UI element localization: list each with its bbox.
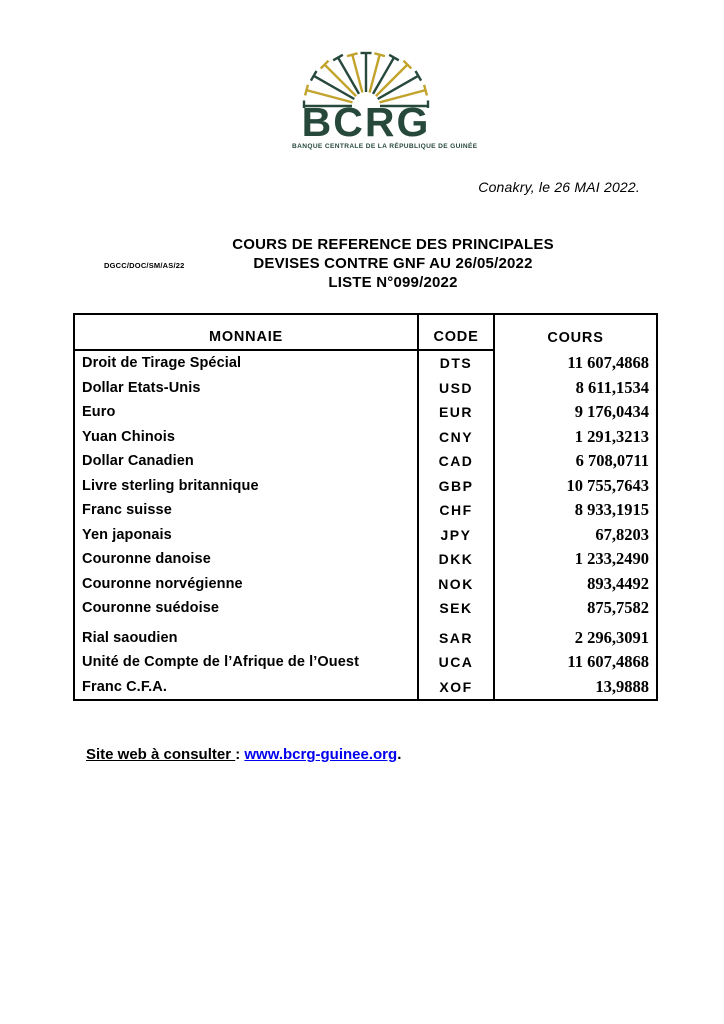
currency-code: GBP [418, 474, 494, 499]
document-title-line1: COURS DE REFERENCE DES PRINCIPALES [232, 236, 554, 253]
currency-code: CHF [418, 498, 494, 523]
website-link[interactable]: www.bcrg-guinee.org [244, 746, 398, 763]
currency-rate: 1 233,2490 [574, 549, 649, 569]
currency-code: CNY [418, 425, 494, 450]
table-header-row [74, 314, 657, 350]
currency-rate: 2 296,3091 [574, 627, 649, 647]
table-row [74, 650, 657, 675]
table-row [74, 350, 657, 376]
currency-rate: 8 611,1534 [575, 377, 649, 397]
currency-rate: 875,7582 [587, 598, 649, 618]
rates-table [73, 313, 658, 701]
table-row [74, 596, 657, 621]
website-label: Site web à consulter [86, 746, 236, 763]
column-header-code: CODE [418, 314, 494, 350]
column-header-cours: COURS [547, 330, 604, 346]
currency-name: Franc C.F.A. [82, 678, 167, 695]
currency-code: JPY [418, 523, 494, 548]
currency-code: SAR [418, 621, 494, 651]
currency-rate: 8 933,1915 [574, 500, 649, 520]
table-row [74, 621, 657, 651]
logo-tagline: BANQUE CENTRALE DE LA RÉPUBLIQUE DE GUINÉE [292, 143, 478, 150]
currency-code: EUR [418, 400, 494, 425]
currency-name: Livre sterling britannique [82, 477, 259, 494]
currency-rate: 10 755,7643 [566, 475, 649, 495]
currency-code: CAD [418, 449, 494, 474]
table-row [74, 400, 657, 425]
table-row [74, 547, 657, 572]
currency-name: Couronne norvégienne [82, 575, 243, 592]
currency-code: SEK [418, 596, 494, 621]
currency-code: DKK [418, 547, 494, 572]
table-row [74, 572, 657, 597]
website-suffix: . [397, 746, 402, 763]
website-line [86, 746, 401, 763]
currency-name: Yen japonais [82, 526, 172, 543]
currency-name: Yuan Chinois [82, 428, 176, 445]
currency-name: Euro [82, 404, 116, 421]
reference-code: DGCC/DOC/SM/AS/22 [104, 261, 185, 270]
currency-name: Droit de Tirage Spécial [82, 355, 242, 372]
table-row [74, 449, 657, 474]
table-row [74, 474, 657, 499]
logo-acronym: BCRG [301, 99, 431, 145]
currency-name: Dollar Etats-Unis [82, 379, 201, 396]
currency-code: XOF [418, 675, 494, 701]
currency-code: DTS [418, 350, 494, 376]
date-line: Conakry, le 26 MAI 2022. [478, 179, 640, 195]
document-title-line2: DEVISES CONTRE GNF AU 26/05/2022 [253, 255, 533, 272]
currency-rate: 11 607,4868 [567, 352, 649, 372]
bcrg-logo [292, 48, 478, 150]
currency-name: Rial saoudien [82, 629, 178, 646]
currency-code: USD [418, 376, 494, 401]
column-header-monnaie: MONNAIE [74, 314, 418, 350]
currency-name: Couronne danoise [82, 551, 211, 568]
currency-rate: 893,4492 [587, 573, 649, 593]
table-row [74, 376, 657, 401]
currency-rate: 9 176,0434 [574, 402, 649, 422]
table-row [74, 675, 657, 701]
currency-rate: 1 291,3213 [574, 426, 649, 446]
currency-rate: 67,8203 [595, 524, 649, 544]
currency-code: NOK [418, 572, 494, 597]
table-row [74, 523, 657, 548]
currency-name: Unité de Compte de l’Afrique de l’Ouest [82, 654, 360, 671]
document-title [228, 235, 558, 292]
currency-rate: 6 708,0711 [575, 451, 649, 471]
currency-rate: 13,9888 [595, 676, 649, 696]
currency-name: Couronne suédoise [82, 600, 220, 617]
document-title-line3: LISTE N°099/2022 [328, 274, 458, 291]
currency-name: Dollar Canadien [82, 453, 194, 470]
website-separator: : [235, 746, 245, 763]
table-row [74, 425, 657, 450]
table-row [74, 498, 657, 523]
currency-rate: 11 607,4868 [567, 652, 649, 672]
currency-name: Franc suisse [82, 502, 172, 519]
currency-code: UCA [418, 650, 494, 675]
